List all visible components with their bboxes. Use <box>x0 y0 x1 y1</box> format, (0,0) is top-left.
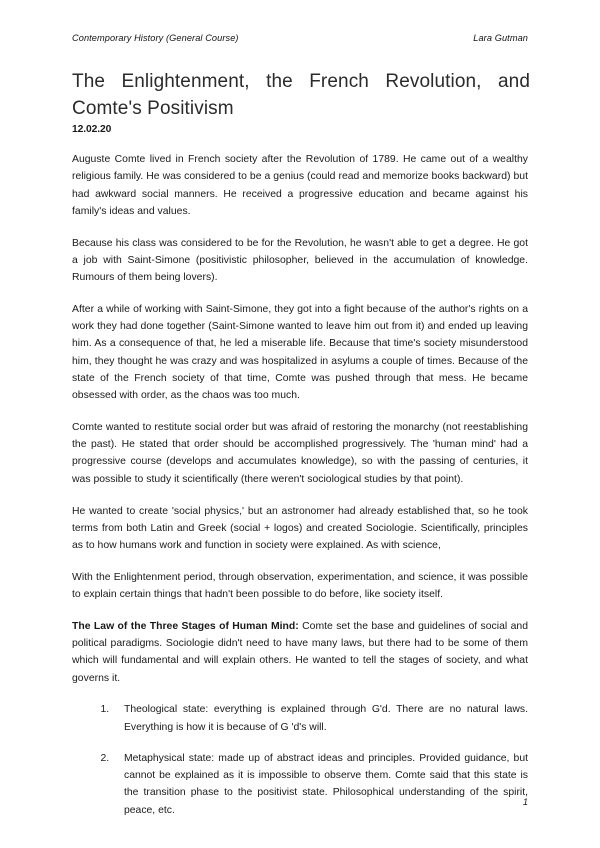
page-number: 1 <box>522 797 528 807</box>
law-of-three-stages-text: Comte set the base and guidelines of social and political paradigms. Sociologie didn't need to have many laws, but there had to be some of them which will fundamental and will explain others. He wanted to tell the stages of society, and what governs it. <box>72 620 528 684</box>
page-title: The Enlightenment, the French Revolution, and Comte's Positivism <box>72 71 530 119</box>
paragraph-1: Auguste Comte lived in French society after the Revolution of 1789. He came out of a wealthy religious family. He was considered to be a genius (could read and memorize books backward) but had awkward social manners. He received a progressive education and became against his family's ideas and values. <box>72 154 528 217</box>
paragraph-2: Because his class was considered to be for the Revolution, he wasn't able to get a degree. He got a job with Saint-Simone (positivistic philosopher, believed in the accumulation of knowledge. Rumours of them being lovers). <box>72 237 528 284</box>
document-date: 12.02.20 <box>72 124 112 135</box>
running-header <box>72 33 528 43</box>
paragraph-6: With the Enlightenment period, through observation, experimentation, and science, it was possible to explain certain things that hadn't been possible to do before, like society itself. <box>72 571 528 601</box>
paragraph-5: He wanted to create 'social physics,' but an astronomer had already established that, so he took terms from both Latin and Greek (social + logos) and created Sociologie. Scientifically, principles as to how humans work and function in society were explained. As with science, <box>72 505 528 552</box>
header-course-title: Contemporary History (General Course) <box>72 33 239 43</box>
list-item: 1. Theological state: everything is explained through G'd. There are no natural laws. Everything is how it is because of G 'd's will. <box>112 701 528 736</box>
paragraph-4: Comte wanted to restitute social order but was afraid of restoring the monarchy (not reestablishing the past). He stated that order should be accomplished progressively. The 'human mind' had a progressive course (develops and accumulates knowledge), so with the passing of centuries, it was possible to study it scientifically (there weren't sociological studies by that point). <box>72 421 528 485</box>
list-item: 2. Metaphysical state: made up of abstract ideas and principles. Provided guidance, but cannot be explained as it is impossible to observe them. Comte said that this state is the transition phase to the positivist state. Philosophical understanding of the spirit, peace, etc. <box>112 750 528 819</box>
law-of-three-stages-heading: The Law of the Three Stages of Human Mind: <box>72 620 299 632</box>
document-body <box>72 151 528 833</box>
law-of-three-stages-paragraph <box>72 618 528 687</box>
paragraph-3: After a while of working with Saint-Simone, they got into a fight because of the author's rights on a work they had done together (Saint-Simone wanted to leave him out from it) and ended up leaving him. As a consequence of that, he led a miserable life. Because that time's society misunderstood him, they thought he was crazy and was hospitalized in asylums a couple of times. Because of the state of the French society of that time, Comte was pushed through that mess. He became obsessed with order, as the chaos was too much. <box>72 303 528 402</box>
header-author-name: Lara Gutman <box>473 33 528 43</box>
